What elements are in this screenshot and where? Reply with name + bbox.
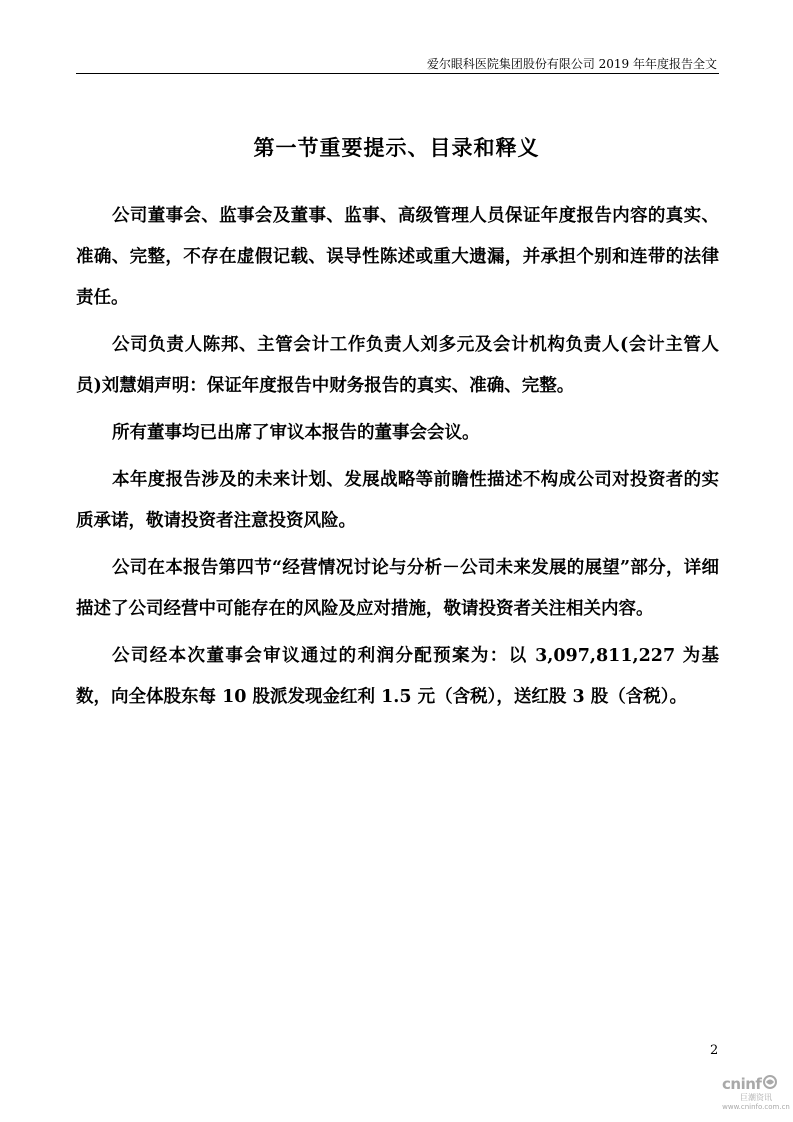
cninfo-swirl-icon [763,1075,777,1093]
document-body [76,196,719,724]
watermark-brand: cninf [722,1075,762,1093]
paragraph-board-attendance: 所有董事均已出席了审议本报告的董事会会议。 [112,423,480,443]
paragraph-financial-statement-declaration: 公司负责人陈邦、主管会计工作负责人刘多元及会计机构负责人(会计主管人员)刘慧娟声明：保证年度报告中财务报告的真实、准确、完整。 [76,335,719,396]
watermark-url: www.cninfo.com.cn [722,1103,790,1111]
paragraph-profit-distribution: 公司经本次董事会审议通过的利润分配预案为：以 3,097,811,227 为基数，向全体股东每 10 股派发现金红利 1.5 元（含税），送红股 3 股（含税）。 [76,646,719,707]
paragraph-risk-notice: 公司在本报告第四节“经营情况讨论与分析－公司未来发展的展望”部分，详细描述了公司经营中可能存在的风险及应对措施，敬请投资者关注相关内容。 [76,558,719,619]
watermark-subtitle: 巨潮资讯 [740,1093,772,1102]
page-number: 2 [710,1043,719,1058]
running-header: 爱尔眼科医院集团股份有限公司 2019 年年度报告全文 [426,57,717,71]
section-title: 第一节重要提示、目录和释义 [253,135,540,160]
paragraph-responsibility: 公司董事会、监事会及董事、监事、高级管理人员保证年度报告内容的真实、准确、完整，不存在虚假记载、误导性陈述或重大遗漏，并承担个别和连带的法律责任。 [76,206,719,308]
header-divider [76,73,719,74]
paragraph-forward-looking: 本年度报告涉及的未来计划、发展战略等前瞻性描述不构成公司对投资者的实质承诺，敬请投资者注意投资风险。 [76,470,719,531]
cninfo-watermark [722,1075,790,1115]
